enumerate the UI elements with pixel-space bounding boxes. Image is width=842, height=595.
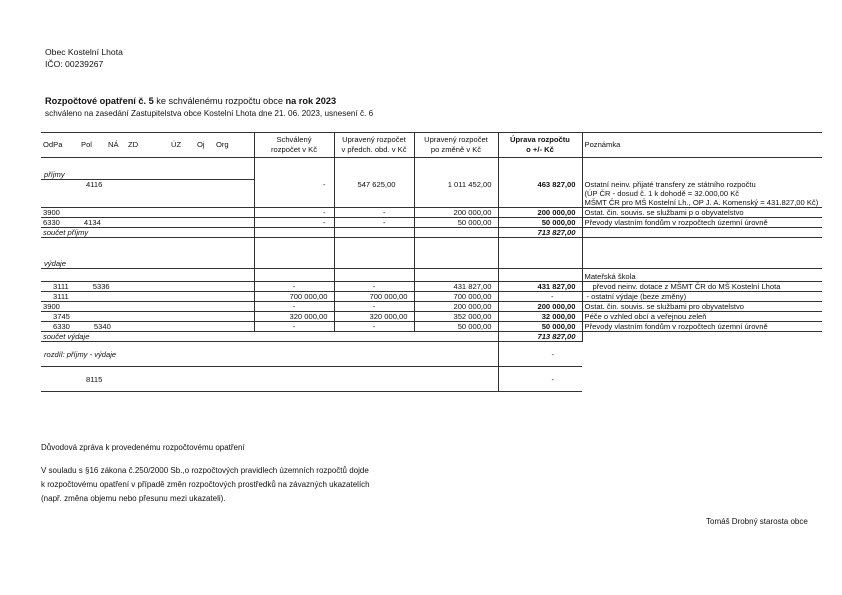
- vydaje-group-row: [41, 269, 822, 282]
- note-line: Ostatní neinv. přijaté transfery ze státního rozpočtu: [584, 179, 756, 189]
- cell-upraveny: -: [334, 302, 414, 312]
- table-row: [41, 282, 822, 292]
- table-row: [41, 208, 822, 218]
- table-row: [41, 312, 822, 322]
- col-oj: Oj: [195, 133, 214, 158]
- justification-line-2: k rozpočtovému opatření v případě změn rozpočtových prostředků na závazných ukazatelích: [41, 480, 370, 489]
- justification-heading: Důvodová zpráva k provedenému rozpočtovému opatření: [41, 443, 245, 452]
- cell-upraveny: 700 000,00: [334, 292, 414, 302]
- cell-upraveny: -: [334, 322, 414, 332]
- cell-odpa: 6330: [53, 322, 70, 331]
- table-row: [41, 292, 822, 302]
- title-normal: ke schválenému rozpočtu obce: [153, 96, 286, 106]
- section-prijmy-spacer: [41, 158, 822, 171]
- col-schvaleny-l1: Schválený: [276, 135, 312, 144]
- soucet-prijmy-row: [41, 228, 822, 238]
- cell-po-zmene: 50 000,00: [414, 322, 498, 332]
- col-odpa: OdPa: [41, 133, 79, 158]
- cell-uprava: 50 000,00: [498, 322, 582, 332]
- section-prijmy-label: příjmy: [41, 170, 254, 180]
- section-vydaje-label: výdaje: [44, 259, 66, 268]
- cell-upraveny: 547 625,00: [334, 180, 414, 208]
- note-line: (ÚP ČR - dosud č. 1 k dohodě = 32.000,00 Kč: [584, 188, 740, 198]
- financovani-value: -: [498, 367, 582, 392]
- cell-po-zmene: 200 000,00: [414, 208, 498, 218]
- cell-schvaleny: 320 000,00: [254, 312, 334, 322]
- table-row: [41, 322, 822, 332]
- cell-po-zmene: 431 827,00: [414, 282, 498, 292]
- financovani-pol: 8115: [41, 367, 254, 392]
- cell-odpa: 6330: [43, 218, 60, 227]
- rozdil-row: [41, 342, 822, 367]
- cell-poznamka: Převody vlastním fondům v rozpočtech územní úrovně: [582, 322, 822, 332]
- col-pol: Pol: [79, 133, 106, 158]
- rozdil-label: rozdíl: příjmy - výdaje: [44, 349, 117, 359]
- col-uz: ÚZ: [169, 133, 195, 158]
- cell-odpa: 3900: [41, 208, 254, 218]
- table-row: [41, 302, 822, 312]
- col-poznamka: Poznámka: [582, 133, 822, 158]
- soucet-prijmy-label: součet příjmy: [41, 228, 254, 238]
- cell-poznamka: Ostat. čin. souvis. se službami pro obyvatelstvo: [582, 302, 822, 312]
- cell-po-zmene: 1 011 452,00: [414, 180, 498, 208]
- cell-upraveny: -: [334, 218, 414, 228]
- section-vydaje-spacer: [41, 238, 822, 260]
- financovani-row: [41, 367, 822, 392]
- table-row: [41, 180, 822, 208]
- section-prijmy-row: [41, 170, 822, 180]
- cell-poznamka: Péče o vzhled obcí a veřejnou zeleň: [582, 312, 822, 322]
- col-po-zmene: [414, 133, 498, 158]
- signature: Tomáš Drobný starosta obce: [706, 517, 808, 526]
- cell-uprava: 463 827,00: [498, 180, 582, 208]
- col-schvaleny-l2: rozpočet v Kč: [270, 145, 317, 154]
- cell-odpa-pol: [41, 282, 254, 292]
- cell-uprava: 200 000,00: [498, 302, 582, 312]
- cell-poznamka: [582, 180, 822, 208]
- cell-po-zmene: 700 000,00: [414, 292, 498, 302]
- org-name: Obec Kostelní Lhota: [45, 47, 123, 57]
- col-uprava-l2: o +/- Kč: [526, 145, 554, 154]
- cell-schvaleny: -: [254, 218, 334, 228]
- cell-pol: 5336: [92, 282, 110, 291]
- cell-upraveny: -: [334, 208, 414, 218]
- cell-odpa: 3745: [41, 312, 254, 322]
- col-uprava-l1: Úprava rozpočtu: [510, 135, 570, 144]
- cell-schvaleny: 700 000,00: [254, 292, 334, 302]
- rozdil-value: -: [498, 342, 582, 367]
- table-row: [41, 218, 822, 228]
- col-zd: ZD: [126, 133, 169, 158]
- table-header-row: [41, 133, 822, 158]
- col-upraveny-l1: Upravený rozpočet: [342, 135, 406, 144]
- cell-schvaleny: -: [254, 322, 334, 332]
- cell-pol: 4116: [86, 180, 103, 189]
- cell-uprava: 431 827,00: [498, 282, 582, 292]
- cell-po-zmene: 50 000,00: [414, 218, 498, 228]
- cell-poznamka: - ostatní výdaje (beze změny): [582, 292, 822, 302]
- justification-line-3: (např. změna objemu nebo přesunu mezi ukazateli).: [41, 494, 226, 503]
- cell-uprava: -: [498, 292, 582, 302]
- cell-uprava: 50 000,00: [498, 218, 582, 228]
- col-org: Org: [214, 133, 254, 158]
- col-upraveny-l2: v předch. obd. v Kč: [341, 145, 407, 154]
- budget-table: [41, 132, 822, 392]
- note-line: MŠMT ČR pro MŠ Kostelní Lh., OP J. A. Komenský = 431.827,00 Kč): [584, 197, 819, 207]
- soucet-vydaje-row: [41, 332, 822, 342]
- cell-upraveny: -: [334, 282, 414, 292]
- cell-pol: 5340: [93, 322, 111, 331]
- cell-odpa-pol: [41, 322, 254, 332]
- soucet-vydaje-value: 713 827,00: [498, 332, 582, 342]
- cell-schvaleny: -: [254, 282, 334, 292]
- soucet-prijmy-value: 713 827,00: [498, 228, 582, 238]
- col-na: NÁ: [106, 133, 126, 158]
- cell-schvaleny: -: [254, 302, 334, 312]
- title-bold-1: Rozpočtové opatření č. 5: [45, 96, 154, 106]
- cell-po-zmene: 200 000,00: [414, 302, 498, 312]
- col-schvaleny: [254, 133, 334, 158]
- cell-poznamka: Ostat. čin. souvis. se službami p o obyvatelstvo: [582, 208, 822, 218]
- section-vydaje-row: [41, 259, 822, 269]
- vydaje-group-note: Mateřská škola: [582, 269, 822, 282]
- cell-po-zmene: 352 000,00: [414, 312, 498, 322]
- cell-odpa: 3111: [41, 292, 254, 302]
- col-po-zmene-l2: po změně v Kč: [430, 145, 482, 154]
- title-bold-2: na rok 2023: [285, 96, 337, 106]
- cell-odpa: 3111: [53, 282, 69, 291]
- cell-schvaleny: -: [254, 180, 334, 208]
- col-po-zmene-l1: Upravený rozpočet: [424, 135, 488, 144]
- col-upraveny: [334, 133, 414, 158]
- cell-odpa: 3900: [41, 302, 254, 312]
- col-uprava: [498, 133, 582, 158]
- cell-upraveny: 320 000,00: [334, 312, 414, 322]
- document-title: [45, 96, 336, 106]
- cell-pol: 4134: [83, 218, 101, 227]
- soucet-vydaje-label: součet výdaje: [41, 332, 254, 342]
- document-subtitle: schváleno na zasedání Zastupitelstva obce Kostelní Lhota dne 21. 06. 2023, usnesení č. 6: [45, 109, 374, 118]
- cell-uprava: 32 000,00: [498, 312, 582, 322]
- cell-poznamka: Převody vlastním fondům v rozpočtech územní úrovně: [582, 218, 822, 228]
- cell-poznamka: převod neinv. dotace z MŠMT ČR do MŠ Kostelní Lhota: [582, 282, 822, 292]
- org-ico: IČO: 00239267: [45, 59, 104, 69]
- cell-uprava: 200 000,00: [498, 208, 582, 218]
- justification-line-1: V souladu s §16 zákona č.250/2000 Sb.,o rozpočtových pravidlech územních rozpočtů dojde: [41, 466, 369, 475]
- cell-schvaleny: -: [254, 208, 334, 218]
- cell-odpa-pol: [41, 218, 254, 228]
